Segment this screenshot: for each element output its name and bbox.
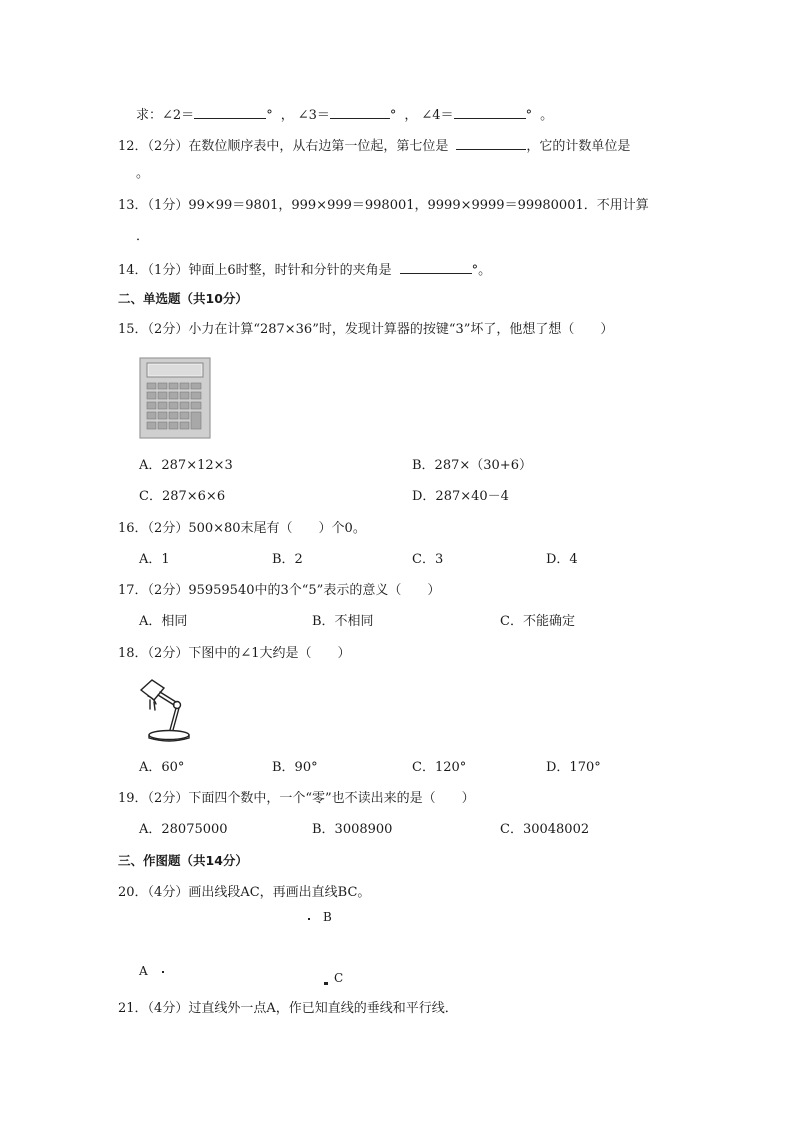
question-20: 20．（4分）画出线段AC，再画出直线BC。 — [118, 885, 371, 900]
q12-stem-2: ，它的计数单位是 — [526, 139, 631, 154]
question-15: 15．（2分）小力在计算“287×36”时，发现计算器的按键“3”坏了，他想了想（ ） — [118, 322, 614, 337]
section-2-heading: 二、单选题（共10分） — [118, 291, 248, 306]
q16-option-a[interactable]: A．1 — [139, 552, 170, 567]
q15-option-a[interactable]: A．287×12×3 — [139, 458, 233, 473]
q11-angle2-blank[interactable] — [194, 104, 266, 119]
desk-lamp-image — [138, 676, 198, 744]
question-13: 13．（1分）99×99＝9801，999×999＝998001，9999×9999＝99980001．不用计算 — [118, 198, 649, 213]
q14-blank[interactable] — [400, 259, 472, 274]
q18-option-b[interactable]: B．90° — [272, 760, 318, 775]
section-3-heading: 三、作图题（共14分） — [118, 853, 248, 868]
point-a-dot — [162, 971, 164, 973]
q19-option-a[interactable]: A．28075000 — [139, 822, 228, 837]
question-16: 16．（2分）500×80末尾有（ ）个0。 — [118, 521, 366, 536]
point-b-dot — [308, 918, 310, 920]
q16-option-b[interactable]: B．2 — [272, 552, 303, 567]
q19-option-b[interactable]: B．3008900 — [312, 822, 393, 837]
question-18: 18．（2分）下图中的∠1大约是（ ） — [118, 646, 351, 661]
question-21: 21．（4分）过直线外一点A，作已知直线的垂线和平行线． — [118, 1001, 458, 1016]
question-12 — [118, 135, 630, 156]
q18-option-d[interactable]: D．170° — [546, 760, 601, 775]
q14-stem: 14．（1分）钟面上6时整，时针和分针的夹角是 — [118, 263, 392, 278]
question-19: 19．（2分）下面四个数中，一个“零”也不读出来的是（ ） — [118, 791, 475, 806]
q15-option-b[interactable]: B．287×（30+6） — [412, 458, 532, 473]
point-a-label: A — [139, 964, 148, 978]
q11-angle3-blank[interactable] — [330, 104, 390, 119]
q11-angle4-label: ∠4＝ — [421, 108, 454, 123]
point-b-label: B — [323, 910, 332, 924]
q11-angle2-label: ∠2＝ — [162, 108, 195, 123]
q11-deg: ° — [389, 108, 397, 123]
q12-blank[interactable] — [456, 135, 526, 150]
q16-option-c[interactable]: C．3 — [412, 552, 444, 567]
q11-sep: ， — [404, 108, 418, 123]
q17-option-c[interactable]: C．不能确定 — [500, 614, 575, 629]
q19-option-c[interactable]: C．30048002 — [500, 822, 590, 837]
point-c-dot — [324, 982, 328, 985]
q11-angle4-blank[interactable] — [454, 104, 526, 119]
q11-angle3-label: ∠3＝ — [297, 108, 330, 123]
q12-continuation: 。 — [136, 166, 150, 181]
question-14 — [118, 259, 491, 280]
q13-continuation: ． — [136, 229, 150, 244]
q11-answer-line — [136, 104, 553, 125]
q14-end: °。 — [471, 263, 492, 278]
calculator-icon — [139, 357, 211, 439]
q15-option-c[interactable]: C．287×6×6 — [139, 489, 226, 504]
q11-deg: ° — [525, 108, 533, 123]
q11-prefix: 求： — [136, 108, 163, 123]
q11-deg: ° — [266, 108, 273, 123]
q11-sep: ， — [280, 108, 294, 123]
q18-option-a[interactable]: A．60° — [139, 760, 185, 775]
q15-option-d[interactable]: D．287×40－4 — [412, 489, 509, 504]
q11-end: 。 — [540, 108, 554, 123]
point-c-label: C — [334, 971, 344, 985]
q17-option-a[interactable]: A．相同 — [139, 614, 188, 629]
question-17: 17．（2分）95959540中的3个“5”表示的意义（ ） — [118, 583, 441, 598]
desk-lamp-icon — [138, 676, 198, 744]
q16-option-d[interactable]: D．4 — [546, 552, 578, 567]
q17-option-b[interactable]: B．不相同 — [312, 614, 374, 629]
calculator-image — [139, 357, 211, 439]
q18-option-c[interactable]: C．120° — [412, 760, 467, 775]
q12-stem: 12．（2分）在数位顺序表中，从右边第一位起，第七位是 — [118, 139, 449, 154]
